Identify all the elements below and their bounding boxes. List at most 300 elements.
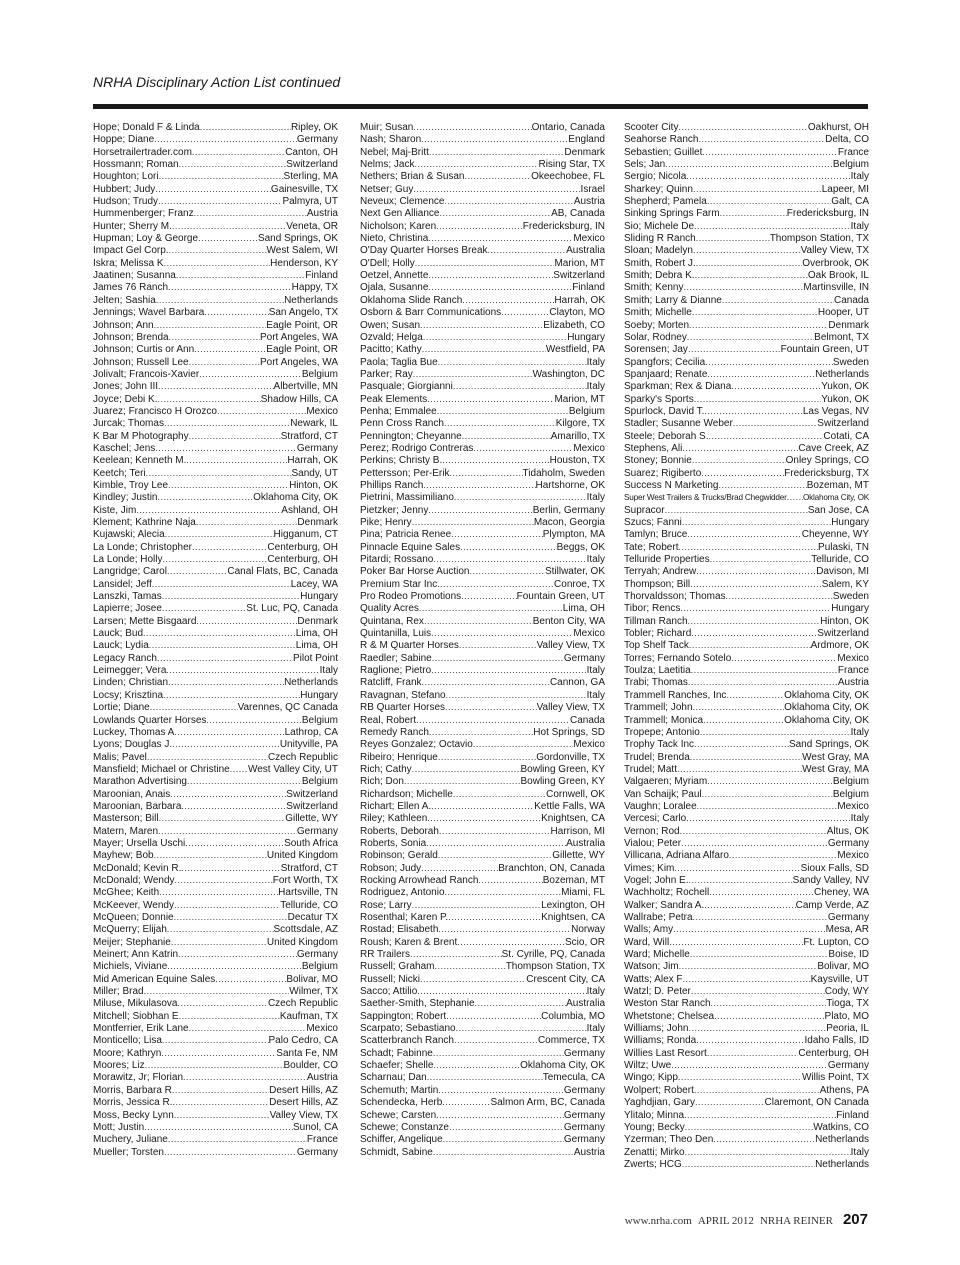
entry-location: France (837, 665, 869, 677)
list-item (93, 281, 338, 293)
list-item (93, 1096, 338, 1108)
dot-leader (449, 1121, 564, 1133)
entry-location: Centerburg, OH (798, 1047, 869, 1059)
entry-location: Denmark (564, 146, 605, 158)
entry-location: Macon, Georgia (533, 517, 605, 528)
entry-location: France (306, 1134, 338, 1146)
header-rule (93, 104, 868, 109)
entry-location: Italy (850, 171, 869, 183)
list-item (624, 886, 869, 898)
entry-name: Smith, Robert J. (624, 257, 696, 269)
entry-name: Vernon; Rod (624, 825, 680, 837)
entry-location: Crescent City, CA (526, 973, 605, 985)
entry-location: Italy (850, 1146, 869, 1158)
dot-leader (404, 775, 521, 787)
entry-name: Russell; Graham (360, 961, 435, 973)
entry-name: Moss, Becky Lynn (93, 1109, 174, 1121)
list-item (93, 356, 338, 368)
list-item (360, 763, 605, 775)
dot-leader (470, 565, 545, 577)
entry-name: Rose; Larry (360, 899, 412, 911)
entry-location: Mexico (306, 405, 338, 417)
dot-leader (200, 121, 291, 133)
entry-location: Germany (296, 825, 338, 837)
entry-name: Thompson; Bill (624, 578, 691, 590)
dot-leader (167, 960, 302, 972)
entry-location: AB, Canada (551, 208, 605, 220)
list-item (360, 825, 605, 837)
entry-location: Australia (566, 837, 605, 849)
entry-location: Netherlands (815, 1158, 869, 1170)
list-item (360, 923, 605, 935)
list-item (360, 1121, 605, 1133)
entry-location: Desert Hills, AZ (269, 1084, 338, 1096)
entry-location: Happy, TX (291, 282, 338, 294)
list-item (93, 825, 338, 837)
dot-leader (174, 911, 288, 923)
entry-name: Trabi; Thomas (624, 677, 688, 689)
entry-name: McGhee; Keith (93, 887, 160, 899)
entry-name: Roberts, Deborah (360, 825, 439, 837)
dot-leader (707, 775, 833, 787)
dot-leader (166, 664, 319, 676)
dot-leader (713, 1133, 815, 1145)
entry-name: Szucs; Fanni (624, 517, 682, 528)
entry-name: RB Quarter Horses (360, 702, 446, 714)
entry-location: Valley View, TX (536, 702, 605, 714)
dot-leader (439, 825, 551, 837)
entry-name: Stadler; Susanne Weber (624, 418, 733, 430)
entry-location: Mexico (306, 1023, 338, 1035)
dot-leader (448, 911, 541, 923)
list-item (624, 541, 869, 553)
list-item (360, 676, 605, 688)
entry-name: Sharkey; Quinn (624, 183, 693, 195)
dot-leader (691, 985, 825, 997)
entry-name: Watzl; D. Peter (624, 986, 691, 998)
dot-leader (446, 689, 587, 701)
entry-location: Canada (569, 714, 605, 726)
dot-leader (192, 146, 285, 158)
entry-name: Pro Rodeo Promotions (360, 591, 462, 603)
dot-leader (159, 170, 284, 182)
list-item (624, 232, 869, 244)
dot-leader (428, 281, 572, 293)
list-item (93, 380, 338, 392)
dot-leader (206, 714, 301, 726)
entry-location: Branchton, ON, Canada (498, 862, 605, 874)
entry-location: San Jose, CA (807, 504, 869, 516)
list-item (360, 356, 605, 368)
entry-location: Salem, KY (821, 578, 869, 590)
list-item (93, 1034, 338, 1046)
dot-leader (686, 170, 850, 182)
entry-location: Germany (827, 912, 869, 923)
entry-name: Roberts, Sonia (360, 837, 427, 849)
list-item (624, 615, 869, 627)
entry-name: Pietrini, Massimiliano (360, 492, 454, 504)
dot-leader (412, 899, 541, 911)
list-item (360, 701, 605, 713)
list-column-2 (360, 121, 605, 1158)
entry-location: Germany (563, 1109, 605, 1121)
entry-location: Oklahoma City, OK (520, 1060, 605, 1072)
entry-location: Washington, DC (532, 368, 605, 380)
entry-name: Zenatti; Mirko (624, 1146, 685, 1158)
entry-name: Premium Star Inc. (360, 578, 441, 590)
dot-leader (690, 578, 822, 590)
dot-leader (694, 393, 821, 405)
entry-location: Davison, MI (816, 566, 869, 578)
entry-name: Horsetrailertrader.com (93, 146, 192, 158)
dot-leader (436, 1109, 564, 1121)
entry-location: Hooper, UT (817, 307, 869, 319)
entry-location: Beggs, OK (556, 541, 605, 553)
entry-name: Supracor (624, 504, 665, 516)
list-item (93, 689, 338, 701)
entry-location: Boise, ID (828, 949, 869, 961)
list-item (93, 1022, 338, 1034)
entry-name: Pike; Henry (360, 517, 412, 528)
dot-leader (413, 121, 531, 133)
list-item (93, 788, 338, 800)
entry-name: Schiffer, Angelique (360, 1134, 443, 1146)
list-item (93, 553, 338, 565)
entry-location: Commerce, TX (537, 1035, 605, 1047)
dot-leader (729, 849, 837, 861)
list-item (624, 553, 869, 565)
entry-location: Salmon Arm, BC, Canada (490, 1097, 605, 1109)
entry-location: Centerburg, OH (267, 554, 338, 566)
list-item (360, 1133, 605, 1145)
entry-name: Parker; Ray (360, 368, 413, 380)
dot-leader (456, 1022, 587, 1034)
entry-location: Israel (580, 183, 605, 195)
dot-leader (718, 479, 806, 491)
entry-name: Raglione; Pietro (360, 665, 432, 677)
list-item (624, 837, 869, 849)
dot-leader (454, 1034, 538, 1046)
list-item (93, 1133, 338, 1145)
entry-name: Success N Marketing (624, 479, 719, 491)
entry-name: Montferrier, Erik Lane (93, 1023, 189, 1035)
entry-name: McQueen; Donnie (93, 912, 174, 923)
list-item (93, 368, 338, 380)
list-item (93, 726, 338, 738)
dot-leader (692, 306, 818, 318)
entry-location: Bolivar, MO (817, 961, 869, 973)
list-item (360, 343, 605, 355)
entry-location: Oklahoma City, OK (802, 493, 869, 503)
dot-leader (704, 405, 802, 417)
list-item (624, 849, 869, 861)
list-item (360, 874, 605, 886)
entry-location: Kaufman, TX (279, 1010, 338, 1022)
entry-location: Belgium (301, 776, 338, 788)
entry-location: Mexico (573, 233, 605, 245)
entry-location: Belmont, TX (814, 331, 869, 343)
entry-name: Smith; Larry & Dianne (624, 294, 722, 306)
list-item (93, 886, 338, 898)
entry-name: Super West Trailers & Trucks/Brad Chegwidder (624, 493, 787, 503)
list-item (93, 948, 338, 960)
dot-leader (159, 812, 286, 824)
dot-leader (460, 541, 557, 553)
list-item (93, 319, 338, 331)
list-item (624, 676, 869, 688)
list-item (360, 886, 605, 898)
entry-location: Cheyenne, WY (801, 529, 869, 541)
list-column-1 (93, 121, 338, 1158)
entry-location: Canada (833, 294, 869, 306)
list-item (624, 380, 869, 392)
list-item (360, 997, 605, 1009)
entry-location: Rising Star, TX (538, 159, 605, 171)
entry-location: Overbrook, OK (802, 257, 869, 269)
dot-leader (697, 800, 838, 812)
dot-leader (445, 701, 537, 713)
list-item (360, 195, 605, 207)
list-item (360, 985, 605, 997)
dot-leader (421, 862, 498, 874)
entry-name: Top Shelf Tack (624, 640, 689, 652)
entry-name: Williams; Ronda (624, 1035, 697, 1047)
list-item (360, 726, 605, 738)
dot-leader (693, 701, 785, 713)
dot-leader (678, 121, 807, 133)
list-item (624, 158, 869, 170)
dot-leader (412, 516, 534, 528)
dot-leader (459, 639, 537, 651)
list-item (360, 516, 605, 528)
list-item (624, 973, 869, 985)
dot-leader (172, 1084, 269, 1096)
entry-location: West Salem, WI (266, 245, 338, 257)
dot-leader (196, 615, 297, 627)
list-item (360, 294, 605, 306)
entry-name: Johnson; Russell Lee (93, 356, 189, 368)
entry-location: St. Luc, PQ, Canada (246, 603, 338, 615)
dot-leader (688, 615, 821, 627)
dot-leader (433, 1059, 520, 1071)
dot-leader (705, 356, 833, 368)
entry-name: Pitardi; Rossano (360, 554, 434, 566)
dot-leader (733, 417, 818, 429)
list-item (360, 158, 605, 170)
list-item (360, 1096, 605, 1108)
dot-leader (473, 442, 573, 454)
list-item (360, 1047, 605, 1059)
entry-location: Claremont, ON Canada (764, 1097, 869, 1109)
entry-name: Miluse, Mikulasova (93, 998, 178, 1010)
entry-name: Legacy Ranch (93, 652, 157, 664)
dot-leader (703, 714, 784, 726)
entry-location: France (837, 146, 869, 158)
list-item (624, 417, 869, 429)
dot-leader (683, 973, 811, 985)
entry-location: Valley View, TX (536, 640, 605, 652)
list-item (624, 899, 869, 911)
dot-leader (147, 751, 268, 763)
entry-name: Hubbert; Judy (93, 183, 156, 195)
entry-location: Australia (566, 245, 605, 257)
entry-name: Keetch; Teri (93, 467, 146, 479)
entry-location: Hungary (300, 689, 338, 701)
entry-location: Finland (305, 270, 338, 282)
entry-name: Rodriguez, Antonio (360, 887, 445, 899)
entry-name: Meinert; Ann Katrin (93, 949, 179, 961)
entry-location: Bowling Green, KY (520, 776, 605, 788)
entry-location: Martinsville, IN (803, 282, 869, 294)
dot-leader (428, 269, 553, 281)
entry-location: Las Vegas, NV (802, 405, 869, 417)
list-item (360, 664, 605, 676)
entry-name: Owen; Susan (360, 319, 421, 331)
list-item (93, 430, 338, 442)
entry-name: Kiste, Jim (93, 504, 137, 516)
entry-name: Ward, Will (624, 936, 670, 948)
entry-name: Ward; Michelle (624, 949, 690, 961)
dot-leader (192, 541, 267, 553)
footer-magazine: NRHA REINER (759, 1215, 833, 1227)
entry-name: Russell; Nicki (360, 973, 421, 985)
list-item (624, 516, 869, 528)
entry-location: Ontario, Canada (531, 122, 605, 133)
list-item (93, 343, 338, 355)
entry-name: Joyce; Debi K. (93, 393, 158, 405)
entry-location: Berlin, Germany (532, 504, 605, 516)
entry-location: Belgium (301, 961, 338, 973)
dot-leader (687, 331, 814, 343)
entry-name: McKeever, Wendy (93, 899, 174, 911)
entry-location: Switzerland (817, 418, 869, 430)
list-item (624, 689, 869, 701)
entry-location: Watkins, CO (813, 1121, 869, 1133)
entry-location: Sand Springs, OK (257, 233, 338, 245)
entry-name: La Londe; Holly (93, 554, 163, 566)
dot-leader (688, 676, 838, 688)
entry-name: Quintana, Rex (360, 615, 424, 627)
entry-location: Oklahoma City, OK (784, 714, 869, 726)
entry-location: Eagle Point, OR (266, 319, 338, 331)
list-item (624, 146, 869, 158)
entry-location: Switzerland (286, 159, 338, 171)
entry-location: Shadow Hills, CA (260, 393, 338, 405)
entry-name: Mayhew; Bob (93, 850, 154, 862)
entry-location: Thompson Station, TX (505, 961, 605, 973)
entry-name: Vogel; John E. (624, 874, 689, 886)
list-item (624, 281, 869, 293)
entry-name: Scatterbranch Ranch (360, 1035, 454, 1047)
dot-leader (172, 1096, 269, 1108)
entry-name: Rostad; Elisabeth (360, 924, 439, 936)
dot-leader (433, 1047, 564, 1059)
list-item (93, 504, 338, 516)
dot-leader (693, 911, 828, 923)
entry-location: Mexico (837, 800, 869, 812)
entry-location: Hartsville, TN (278, 887, 338, 899)
list-item (360, 652, 605, 664)
entry-name: Sacco; Attilio (360, 986, 418, 998)
entry-name: Leimegger; Vera (93, 665, 167, 677)
list-item (93, 763, 338, 775)
entry-name: Mott; Justin (93, 1121, 145, 1133)
list-item (624, 504, 869, 516)
dot-leader (157, 393, 260, 405)
list-item (360, 911, 605, 923)
entry-location: Decatur TX (287, 912, 338, 923)
entry-name: Malis; Pavel (93, 751, 147, 763)
dot-leader (689, 874, 793, 886)
entry-name: Schadt; Fabinne (360, 1047, 433, 1059)
entry-location: Cannon, GA (549, 677, 605, 689)
entry-location: Onley Springs, CO (785, 455, 869, 467)
entry-location: Mexico (573, 739, 605, 751)
dot-leader (444, 195, 573, 207)
dot-leader (431, 627, 573, 639)
list-item (624, 812, 869, 824)
entry-location: Tidaholm, Sweden (522, 467, 605, 479)
entry-name: Pietzker; Jenny (360, 504, 429, 516)
running-header: NRHA Disciplinary Action List continued (93, 74, 341, 90)
list-item (624, 1096, 869, 1108)
entry-name: Saether-Smith, Stephanie (360, 998, 475, 1010)
list-item (624, 244, 869, 256)
entry-name: Nelms; Jack (360, 159, 415, 171)
list-item (360, 1071, 605, 1083)
dot-leader (154, 319, 267, 331)
entry-name: Luckey, Thomas A (93, 726, 175, 738)
entry-name: Lauck; Bud (93, 628, 144, 640)
entry-name: Tillman Ranch (624, 615, 688, 627)
list-item (360, 788, 605, 800)
entry-location: Harrah, OK (554, 294, 605, 306)
list-item (93, 923, 338, 935)
list-item (624, 1121, 869, 1133)
list-item (360, 837, 605, 849)
list-item (624, 738, 869, 750)
dot-leader (189, 430, 281, 442)
entry-location: Ashland, OH (281, 504, 338, 516)
page-number: 207 (842, 1211, 868, 1228)
entry-name: Netser; Guy (360, 183, 414, 195)
entry-name: Impact Gel Corp. (93, 245, 169, 257)
dot-leader (437, 405, 569, 417)
entry-location: Mexico (837, 652, 869, 664)
dot-leader (163, 689, 300, 701)
dot-leader (175, 874, 273, 886)
entry-name: Sebastien; Guillet (624, 146, 703, 158)
entry-name: Quality Acres (360, 603, 419, 615)
list-item (360, 565, 605, 577)
list-item (360, 232, 605, 244)
list-item (360, 960, 605, 972)
dot-leader (158, 195, 282, 207)
dot-leader (412, 763, 521, 775)
dot-leader (154, 849, 267, 861)
list-item (360, 417, 605, 429)
list-item (93, 479, 338, 491)
list-item (93, 1146, 338, 1158)
list-item (93, 578, 338, 590)
entry-name: Sels; Jan (624, 159, 666, 171)
entry-name: RR Trailers (360, 949, 411, 961)
list-item (360, 306, 605, 318)
entry-name: Ravagnan, Stefano (360, 689, 446, 701)
entry-location: Belgium (832, 788, 869, 800)
list-item (624, 788, 869, 800)
entry-location: Sand Springs, OK (788, 739, 869, 751)
